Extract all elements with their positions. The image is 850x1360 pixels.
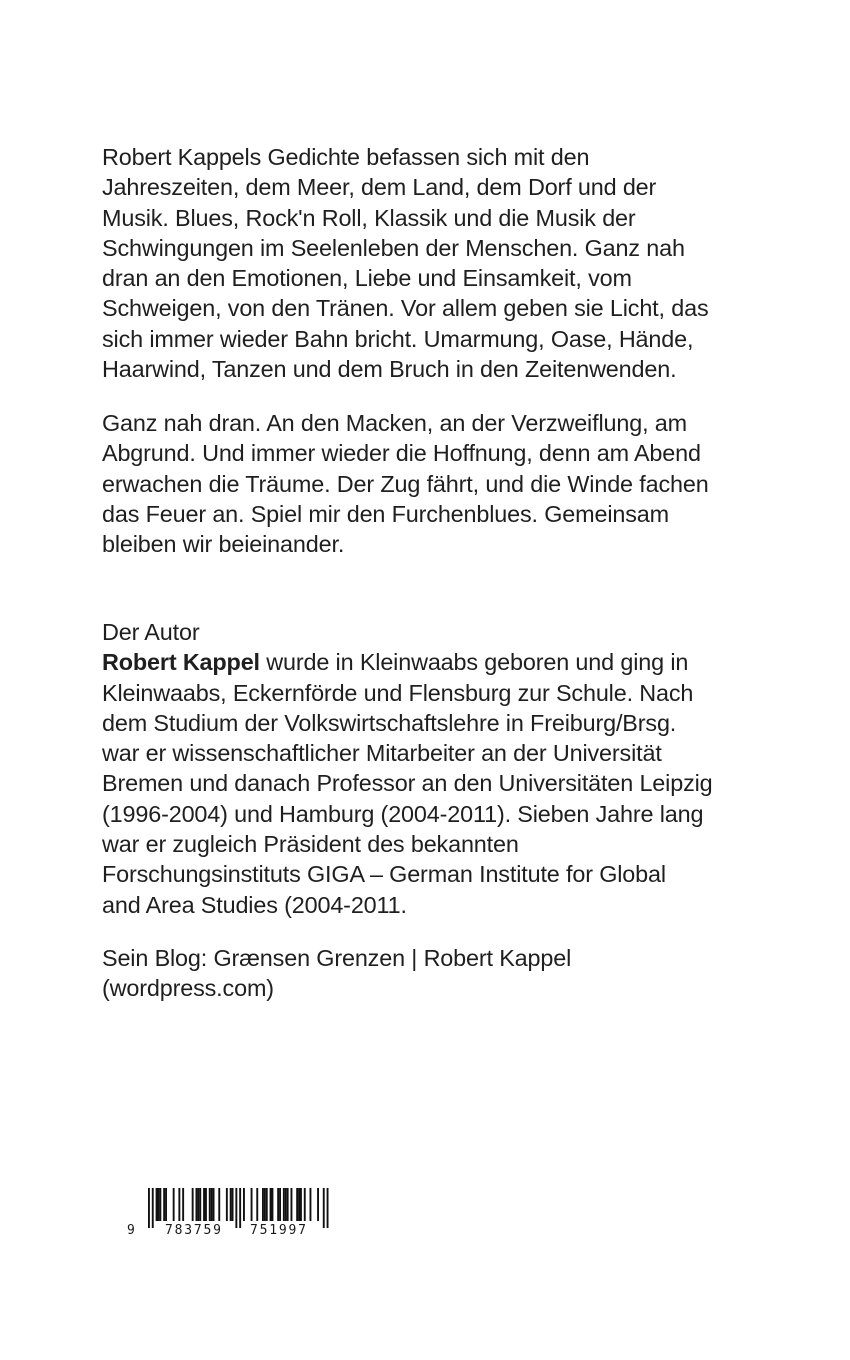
barcode-bar bbox=[192, 1188, 194, 1221]
text-line: Forschungsinstituts GIGA – German Institute for Global bbox=[102, 861, 666, 888]
text-line: sich immer wieder Bahn bricht. Umarmung, Oase, Hände, bbox=[102, 325, 694, 352]
barcode-bar bbox=[209, 1188, 211, 1221]
barcode-bar bbox=[197, 1188, 199, 1221]
barcode-bar bbox=[277, 1188, 279, 1221]
blog-section bbox=[102, 943, 762, 1004]
text-line: Schweigen, von den Tränen. Vor allem geben sie Licht, das bbox=[102, 295, 709, 322]
barcode-bar bbox=[159, 1188, 161, 1221]
text-line: Haarwind, Tanzen und dem Bruch in den Zeitenwenden. bbox=[102, 356, 677, 383]
barcode-bar bbox=[283, 1188, 285, 1221]
barcode-bar bbox=[256, 1188, 258, 1221]
author-first-line bbox=[102, 647, 762, 677]
barcode-bar bbox=[165, 1188, 167, 1221]
barcode-guard-bar bbox=[152, 1188, 154, 1228]
barcode-bar bbox=[211, 1188, 213, 1221]
barcode-bar bbox=[218, 1188, 220, 1221]
barcode-bar bbox=[296, 1188, 298, 1221]
barcode-bar bbox=[272, 1188, 274, 1221]
barcode-prefix-digit: 9 bbox=[127, 1223, 137, 1238]
text-line: Sein Blog: Grænsen Grenzen | Robert Kappel bbox=[102, 945, 572, 971]
barcode-bar bbox=[285, 1188, 287, 1221]
barcode-bar bbox=[226, 1188, 228, 1221]
isbn-barcode bbox=[125, 1188, 335, 1244]
text-line: and Area Studies (2004-2011. bbox=[102, 891, 407, 918]
barcode-bar bbox=[264, 1188, 266, 1221]
barcode-bar bbox=[317, 1188, 319, 1221]
barcode-bar bbox=[182, 1188, 184, 1221]
text-line: Musik. Blues, Rock'n Roll, Klassik und die Musik der bbox=[102, 204, 636, 231]
text-line: war er zugleich Präsident des bekannten bbox=[102, 831, 519, 858]
barcode-bar bbox=[178, 1188, 180, 1221]
barcode-bar bbox=[158, 1188, 160, 1221]
barcode-bar bbox=[279, 1188, 281, 1221]
text-line: (wordpress.com) bbox=[102, 975, 274, 1002]
text-line: Kleinwaabs, Eckernförde und Flensburg zur Schule. Nach bbox=[102, 679, 694, 706]
author-heading: Der Autor bbox=[102, 619, 200, 645]
text-fragment: wurde in Kleinwaabs geboren und ging in bbox=[259, 649, 689, 676]
barcode-guard-bar bbox=[235, 1188, 237, 1228]
barcode-bar bbox=[173, 1188, 175, 1221]
author-name: Robert Kappel bbox=[102, 649, 260, 676]
barcode-guard-bar bbox=[327, 1188, 329, 1228]
barcode-bar bbox=[163, 1188, 165, 1221]
text-line: bleiben wir beieinander. bbox=[102, 531, 345, 558]
barcode-bar bbox=[298, 1188, 300, 1221]
barcode-bar bbox=[291, 1188, 293, 1221]
text-line: Abgrund. Und immer wieder die Hoffnung, denn am Abend bbox=[102, 440, 701, 467]
barcode-bar bbox=[251, 1188, 253, 1221]
text-line: Jahreszeiten, dem Meer, dem Land, dem Dorf und der bbox=[102, 174, 657, 201]
barcode-guard-bar bbox=[239, 1188, 241, 1228]
barcode-guard-bar bbox=[323, 1188, 325, 1228]
barcode-bar bbox=[196, 1188, 198, 1221]
barcode-bar bbox=[213, 1188, 215, 1221]
barcode-bar bbox=[270, 1188, 272, 1221]
barcode-bar bbox=[243, 1188, 245, 1221]
text-line: Ganz nah dran. An den Macken, an der Verzweiflung, am bbox=[102, 410, 687, 436]
text-line: dem Studium der Volkswirtschaftslehre in Freiburg/Brsg. bbox=[102, 709, 677, 736]
barcode-bar bbox=[287, 1188, 289, 1221]
text-line: war er wissenschaftlicher Mitarbeiter an der Universität bbox=[102, 740, 662, 767]
intro-paragraph-2 bbox=[102, 408, 762, 559]
barcode-bar bbox=[199, 1188, 201, 1221]
text-line: Robert Kappels Gedichte befassen sich mit den bbox=[102, 144, 590, 170]
text-line: Bremen und danach Professor an den Universitäten Leipzig bbox=[102, 770, 713, 797]
barcode-bar bbox=[304, 1188, 306, 1221]
barcode-guard-bar bbox=[148, 1188, 150, 1228]
text-line: Schwingungen im Seelenleben der Menschen. Ganz nah bbox=[102, 234, 685, 261]
barcode-bar bbox=[262, 1188, 264, 1221]
text-line: dran an den Emotionen, Liebe und Einsamkeit, vom bbox=[102, 265, 632, 292]
barcode-bar bbox=[300, 1188, 302, 1221]
barcode-digit-group-2: 751997 bbox=[250, 1223, 308, 1238]
text-line: das Feuer an. Spiel mir den Furchenblues. Gemeinsam bbox=[102, 500, 669, 527]
text-line: erwachen die Träume. Der Zug fährt, und die Winde fachen bbox=[102, 470, 709, 497]
barcode-bar bbox=[230, 1188, 232, 1221]
barcode-bar bbox=[232, 1188, 234, 1221]
barcode-bar bbox=[205, 1188, 207, 1221]
intro-paragraph-1 bbox=[102, 142, 762, 384]
author-section bbox=[102, 617, 762, 920]
text-line: (1996-2004) und Hamburg (2004-2011). Sieben Jahre lang bbox=[102, 800, 704, 827]
barcode-bar bbox=[310, 1188, 312, 1221]
barcode-bar bbox=[203, 1188, 205, 1221]
barcode-digit-group-1: 783759 bbox=[165, 1223, 223, 1238]
barcode-bars bbox=[125, 1188, 335, 1228]
barcode-bar bbox=[156, 1188, 158, 1221]
barcode-bar bbox=[266, 1188, 268, 1221]
